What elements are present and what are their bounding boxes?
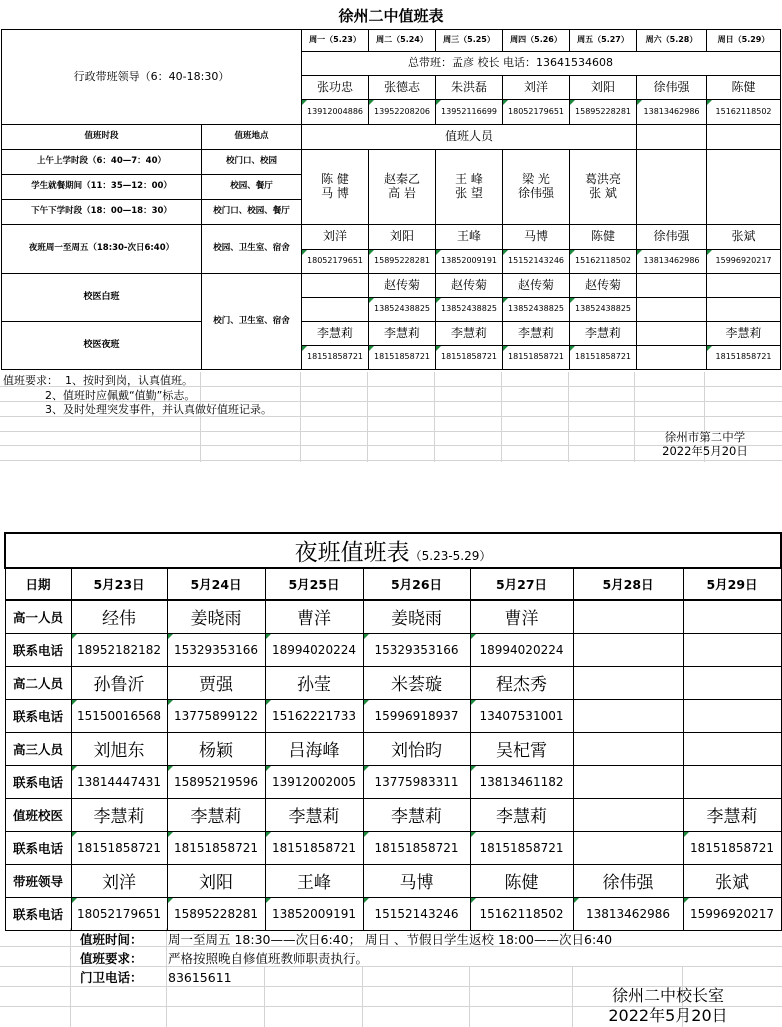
doctor-night-name: 李慧莉 [570,322,637,346]
date-header: 5月24日 [167,568,265,600]
row-label: 联系电话 [5,831,71,864]
contact-phone: 13814447431 [71,765,167,798]
doctor-day-phone: 13852438825 [436,298,503,322]
top-table-title: 徐州二中值班表 [338,7,444,25]
night-title-main: 夜班值班表 [294,540,410,566]
day-header: 周二（5.24） [369,30,436,52]
contact-phone: 15996920217 [683,897,781,930]
empty-cell [573,633,683,666]
contact-phone: 15150016568 [71,699,167,732]
doctor-day-name: 赵传菊 [570,274,637,298]
duty-person: 李慧莉 [363,798,470,831]
row-label: 联系电话 [5,765,71,798]
school-name: 徐州市第二中学 [664,430,746,444]
doctor-day-name: 赵传菊 [369,274,436,298]
period-time: 学生就餐期间（11：35—12：00） [2,175,202,200]
doctor-night-phone: 18151858721 [570,346,637,370]
doctor-night-name: 李慧莉 [707,322,781,346]
night-phone: 15895228281 [369,250,436,274]
gridline [434,372,435,462]
office-signature [598,986,738,1026]
duty-person: 姜晓雨 [167,600,265,633]
doctor-night-name: 李慧莉 [369,322,436,346]
duty-schedule-table [1,29,781,370]
duty-time: 周一至周五 18:30——次日6:40； 周日 、节假日学生返校 18:00——次日6:40 [168,932,613,947]
duty-person: 贾强 [167,666,265,699]
row-label: 联系电话 [5,897,71,930]
night-phone: 13813462986 [637,250,707,274]
leader-phone: 13952208206 [369,100,436,125]
duty-group: 葛洪亮 张 斌 [570,150,637,225]
day-header: 周四（5.26） [503,30,570,52]
contact-phone: 18151858721 [683,831,781,864]
leader-phone: 18052179651 [503,100,570,125]
row-label: 值班校医 [5,798,71,831]
gridline [367,372,368,462]
duty-person: 李慧莉 [683,798,781,831]
night-name: 徐伟强 [637,225,707,250]
night-footer [80,930,612,987]
contact-phone: 18052179651 [71,897,167,930]
duty-person: 李慧莉 [470,798,573,831]
doctor-night-phone: 18151858721 [436,346,503,370]
empty-cell [573,699,683,732]
empty-cell [683,699,781,732]
period-place: 校门口、校园、餐厅 [202,200,302,225]
leader-name: 刘洋 [503,76,570,100]
empty-cell [637,298,707,322]
contact-phone: 18151858721 [363,831,470,864]
date-header: 5月23日 [71,568,167,600]
empty-cell [637,346,707,370]
requirement-label: 班要求： [92,951,143,966]
doctor-night-phone: 18151858721 [369,346,436,370]
duty-person: 李慧莉 [265,798,363,831]
empty-cell [683,765,781,798]
duty-person: 刘怡昀 [363,732,470,765]
duty-person: 孙鲁沂 [71,666,167,699]
col-period-header: 值班时段 [2,125,202,150]
office-date: 2022年5月20日 [608,1006,728,1025]
office-name: 徐州二中校长室 [611,986,724,1005]
contact-phone: 18151858721 [167,831,265,864]
doctor-day-name: 赵传菊 [503,274,570,298]
duty-group: 赵秦乙 高 岩 [369,150,436,225]
empty-cell [707,298,781,322]
date-label: 日期 [5,568,71,600]
gridline [300,372,301,462]
duty-time-label: 值班时间： [80,932,143,947]
contact-phone: 15162221733 [265,699,363,732]
duty-person: 刘洋 [71,864,167,897]
night-name: 王峰 [436,225,503,250]
gate-phone-label: 门卫电话： [80,970,143,985]
duty-person: 米荟璇 [363,666,470,699]
day-header: 周日（5.29） [707,30,781,52]
night-name: 陈健 [570,225,637,250]
empty-cell [573,765,683,798]
leader-phone: 15162118502 [707,100,781,125]
contact-phone: 13813461182 [470,765,573,798]
doctor-night-name: 李慧莉 [436,322,503,346]
empty-cell [683,666,781,699]
duty-person: 刘阳 [167,864,265,897]
gridline [501,372,502,462]
duty-person: 吴杞霄 [470,732,573,765]
leader-name: 徐伟强 [637,76,707,100]
duty-person: 姜晓雨 [363,600,470,633]
empty-cell [302,298,369,322]
duty-person: 李慧莉 [167,798,265,831]
row-label: 联系电话 [5,633,71,666]
empty-cell [707,125,781,150]
doctor-day-phone: 13852438825 [570,298,637,322]
school-signature [645,430,765,458]
empty-cell [637,274,707,298]
duty-person: 孙莹 [265,666,363,699]
night-name: 刘阳 [369,225,436,250]
contact-phone: 13775983311 [363,765,470,798]
admin-leader-label: 行政带班领导（6：40-18:30） [2,30,302,125]
contact-phone: 18151858721 [265,831,363,864]
night-title-range: （5.23-5.29） [409,549,492,563]
empty-cell [573,831,683,864]
day-header: 周三（5.25） [436,30,503,52]
row-label: 高三人员 [5,732,71,765]
requirement-prefix: 值 [80,951,93,966]
duty-person: 刘旭东 [71,732,167,765]
period-time: 下午下学时段（18：00—18：30） [2,200,202,225]
doctor-day-label: 校医白班 [2,274,202,322]
date-header: 5月28日 [573,568,683,600]
contact-phone: 18151858721 [470,831,573,864]
night-name: 刘洋 [302,225,369,250]
gridline [0,460,782,461]
doctor-place: 校门、卫生室、宿舍 [202,274,302,370]
duty-group: 陈 健 马 博 [302,150,369,225]
empty-cell [573,600,683,633]
issue-date: 2022年5月20日 [662,444,748,458]
empty-cell [302,274,369,298]
row-label: 高一人员 [5,600,71,633]
leader-phone: 13912004886 [302,100,369,125]
empty-cell [637,322,707,346]
duty-group: 王 峰 张 望 [436,150,503,225]
duty-requirements: 值班要求： 1、按时到岗，认真值班。 2、值班时应佩戴“值勤”标志。 3、及时处理突发事件，并认真做好值班记录。 [3,374,272,416]
contact-phone: 18151858721 [71,831,167,864]
duty-person: 程杰秀 [470,666,573,699]
contact-phone: 18994020224 [470,633,573,666]
duty-person: 曹洋 [265,600,363,633]
leader-phone: 15895228281 [570,100,637,125]
contact-phone: 13813462986 [573,897,683,930]
gate-phone: 83615611 [168,970,232,985]
doctor-night-phone: 18151858721 [503,346,570,370]
contact-phone: 15152143246 [363,897,470,930]
row-label: 高二人员 [5,666,71,699]
duty-person: 张斌 [683,864,781,897]
empty-cell [637,150,707,225]
period-place: 校门口、校园 [202,150,302,175]
date-header: 5月27日 [470,568,573,600]
contact-phone: 15996918937 [363,699,470,732]
empty-cell [707,274,781,298]
empty-cell [683,600,781,633]
duty-person: 李慧莉 [71,798,167,831]
empty-cell [707,150,781,225]
contact-phone: 15895219596 [167,765,265,798]
night-name: 张斌 [707,225,781,250]
period-time: 上午上学时段（6：40—7：40） [2,150,202,175]
duty-person: 徐伟强 [573,864,683,897]
night-phone: 15152143246 [503,250,570,274]
duty-person: 马博 [363,864,470,897]
doctor-night-name: 李慧莉 [503,322,570,346]
period-place: 校园、餐厅 [202,175,302,200]
contact-phone: 15162118502 [470,897,573,930]
empty-cell [573,666,683,699]
empty-cell [637,125,707,150]
day-header: 周六（5.28） [637,30,707,52]
night-place: 校园、卫生室、宿舍 [202,225,302,274]
contact-phone: 15329353166 [167,633,265,666]
leader-name: 朱洪磊 [436,76,503,100]
doctor-night-phone: 18151858721 [302,346,369,370]
night-table-title [5,533,781,568]
empty-cell [573,798,683,831]
general-leader: 总带班：孟彦 校长 电话：13641534608 [302,52,781,76]
doctor-night-phone: 18151858721 [707,346,781,370]
date-header: 5月26日 [363,568,470,600]
leader-name: 刘阳 [570,76,637,100]
row-label: 联系电话 [5,699,71,732]
night-phone: 13852009191 [436,250,503,274]
contact-phone: 18994020224 [265,633,363,666]
contact-phone: 13852009191 [265,897,363,930]
night-phone: 15162118502 [570,250,637,274]
contact-phone: 13912002005 [265,765,363,798]
empty-cell [683,732,781,765]
doctor-night-name: 李慧莉 [302,322,369,346]
duty-person: 杨颖 [167,732,265,765]
doctor-day-phone: 13852438825 [503,298,570,322]
leader-phone: 13813462986 [637,100,707,125]
leader-name: 张德志 [369,76,436,100]
duty-person: 经伟 [71,600,167,633]
gridline [70,928,71,1027]
doctor-day-name: 赵传菊 [436,274,503,298]
contact-phone: 13775899122 [167,699,265,732]
col-staff-header: 值班人员 [302,125,637,150]
contact-phone: 13407531001 [470,699,573,732]
duty-group: 梁 光 徐伟强 [503,150,570,225]
empty-cell [683,633,781,666]
doctor-day-phone: 13852438825 [369,298,436,322]
leader-phone: 13952116699 [436,100,503,125]
gridline [634,372,635,462]
night-name: 马博 [503,225,570,250]
duty-person: 王峰 [265,864,363,897]
night-label: 夜班周一至周五（18:30-次日6:40） [2,225,202,274]
leader-name: 张功忠 [302,76,369,100]
duty-person: 曹洋 [470,600,573,633]
empty-cell [573,732,683,765]
requirement-text: 严格按照晚自修值班教师职责执行。 [168,951,369,966]
leader-name: 陈健 [707,76,781,100]
day-header: 周五（5.27） [570,30,637,52]
col-place-header: 值班地点 [202,125,302,150]
contact-phone: 15895228281 [167,897,265,930]
night-shift-table [4,532,782,931]
date-header: 5月25日 [265,568,363,600]
duty-person: 吕海峰 [265,732,363,765]
contact-phone: 18952182182 [71,633,167,666]
row-label: 带班领导 [5,864,71,897]
contact-phone: 15329353166 [363,633,470,666]
night-phone: 18052179651 [302,250,369,274]
day-header: 周一（5.23） [302,30,369,52]
date-header: 5月29日 [683,568,781,600]
doctor-night-label: 校医夜班 [2,322,202,370]
night-phone: 15996920217 [707,250,781,274]
duty-person: 陈健 [470,864,573,897]
gridline [568,372,569,462]
